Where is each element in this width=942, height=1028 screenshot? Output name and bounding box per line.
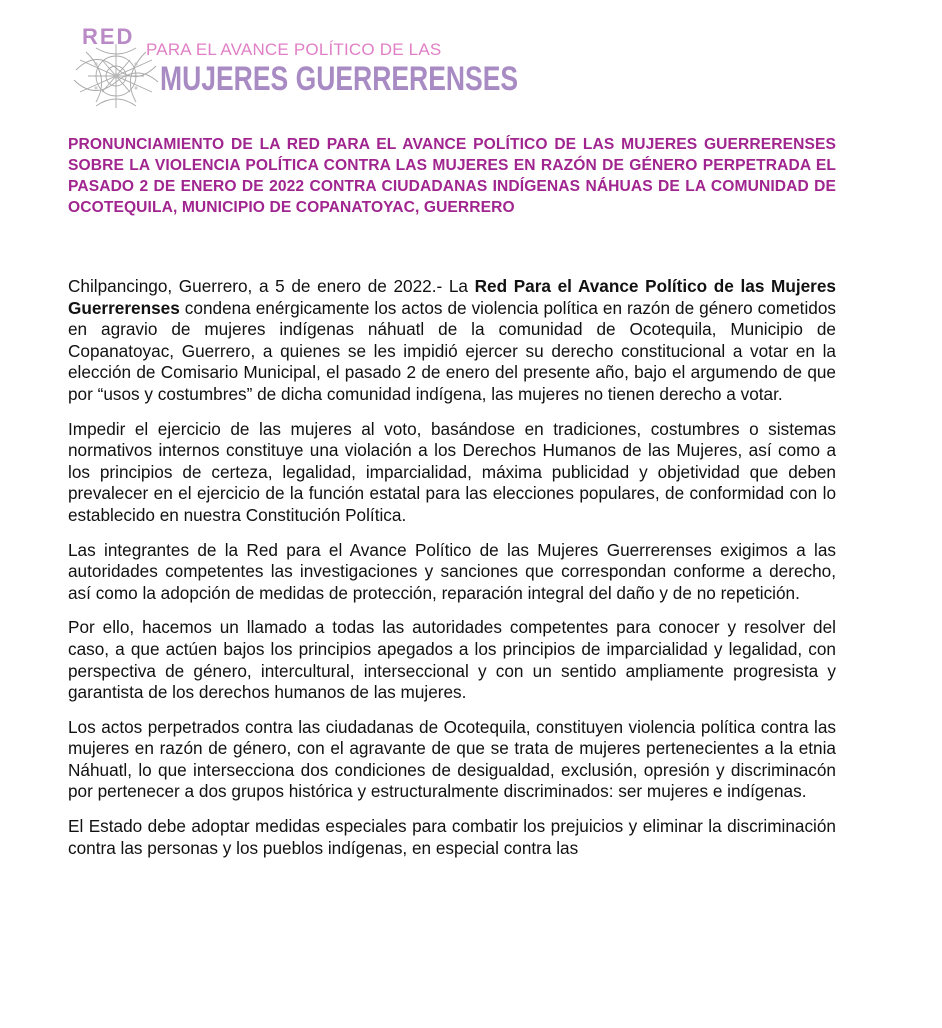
document-body (68, 276, 836, 872)
organization-logo (66, 22, 519, 114)
document-title: PRONUNCIAMIENTO DE LA RED PARA EL AVANCE POLÍTICO DE LAS MUJERES GUERRERENSES SOBRE LA VIOLENCIA POLÍTICA CONTRA LAS MUJERES EN RAZÓN DE GÉNERO PERPETRADA EL PASADO 2 DE ENERO DE 2022 CONTRA CIUDADANAS INDÍGENAS NÁHUAS DE LA COMUNIDAD DE OCOTEQUILA, MUNICIPIO DE COPANATOYAC, GUERRERO (68, 136, 836, 216)
logo-red-word: RED (82, 24, 135, 49)
paragraph-5: Los actos perpetrados contra las ciudadanas de Ocotequila, constituyen violencia política contra las mujeres en razón de género, con el agravante de que se trata de mujeres pertenecientes a la etnia Náhuatl, lo que intersecciona dos condiciones de desigualdad, exclusión, opresión y discriminacón por pertenecer a dos grupos histórica y estructuralmente discriminados: ser mujeres e indígenas. (68, 716, 836, 802)
paragraph-4: Por ello, hacemos un llamado a todas las autoridades competentes para conocer y resolver del caso, a que actúen bajos los principios apegados a los principios de imparcialidad y legalidad, con perspectiva de género, intercultural, interseccional y con un sentido ampliamente progresista y garantista de los derechos humanos de las mujeres. (68, 617, 836, 703)
paragraph-3: Las integrantes de la Red para el Avance Político de las Mujeres Guerrerenses exigimos a las autoridades competentes las investigaciones y sanciones que correspondan conforme a derecho, así como la adopción de medidas de protección, reparación integral del daño y de no repetición. (68, 539, 836, 603)
paragraph-1 (68, 276, 836, 406)
logo-main-text: MUJERES GUERRERENSES (160, 60, 519, 98)
paragraph-1-rest: condena enérgicamente los actos de violencia política en razón de género cometidos en agravio de mujeres indígenas náhuatl de la comunidad de Ocotequila, Municipio de Copanatoyac, Guerrero, a quienes se les impidió ejercer su derecho constitucional a votar en la elección de Comisario Municipal, el pasado 2 de enero del presente año, bajo el argumendo de que por “usos y costumbres” de dicha comunidad indígena, las mujeres no tienen derecho a votar. (68, 297, 836, 404)
paragraph-2: Impedir el ejercicio de las mujeres al voto, basándose en tradiciones, costumbres o sistemas normativos internos constituye una violación a los Derechos Humanos de las Mujeres, así como a los principios de certeza, legalidad, imparcialidad, máxima publicidad y objetividad que deben prevalecer en el ejercicio de la función estatal para las elecciones populares, de conformidad con lo establecido en nuestra Constitución Política. (68, 418, 836, 525)
organization-name: Red Para el Avance Político de las Mujeres Guerrerenses (68, 276, 836, 318)
paragraph-1-lead: Chilpancingo, Guerrero, a 5 de enero de 2022.- La (68, 276, 475, 296)
paragraph-6: El Estado debe adoptar medidas especiales para combatir los prejuicios y eliminar la discriminación contra las personas y los pueblos indígenas, en especial contra las (68, 816, 836, 858)
logo-subtitle: PARA EL AVANCE POLÍTICO DE LAS (146, 40, 442, 59)
